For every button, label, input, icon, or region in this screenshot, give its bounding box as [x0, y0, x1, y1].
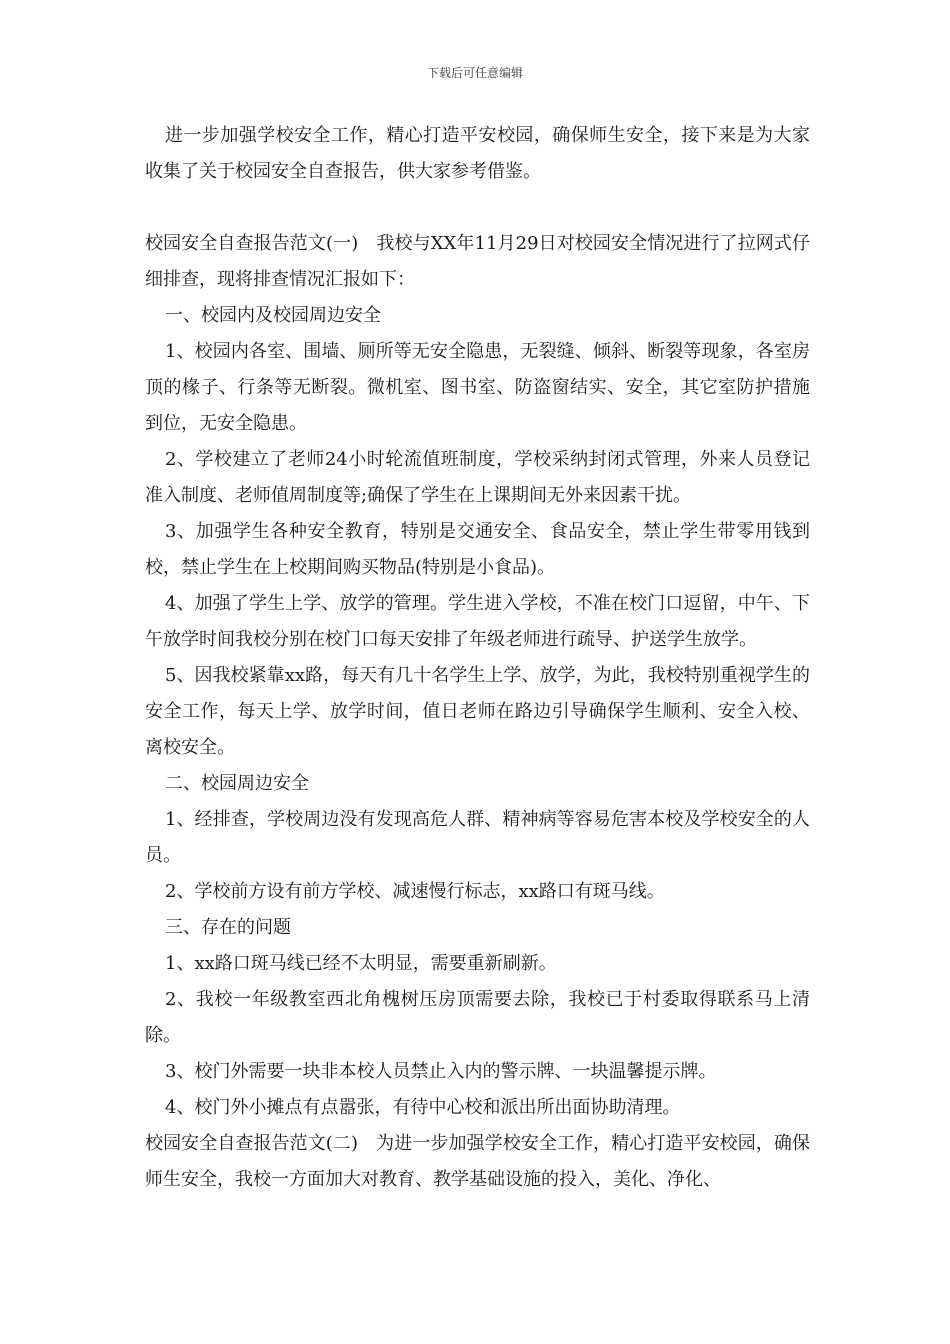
- item-paragraph: 4、校门外小摊点有点嚣张，有待中心校和派出所出面协助清理。: [165, 1097, 681, 1118]
- item-paragraph: 1、校园内各室、围墙、厕所等无安全隐患，无裂缝、倾斜、断裂等现象，各室房顶的椽子、行条等无断裂。微机室、图书室、防盗窗结实、安全，其它室防护措施到位，无安全隐患。: [145, 341, 810, 434]
- paragraph-gap: [145, 190, 810, 226]
- section-title-paragraph: 校园安全自查报告范文(一) 我校与XX年11月29日对校园安全情况进行了拉网式仔细排查，现将排查情况汇报如下：: [145, 233, 810, 290]
- page-header: 下载后可任意编辑: [426, 66, 523, 80]
- item-paragraph: 3、校门外需要一块非本校人员禁止入内的警示牌、一块温馨提示牌。: [165, 1061, 717, 1082]
- item-paragraph: 2、学校建立了老师24小时轮流值班制度，学校采纳封闭式管理，外来人员登记准入制度、老师值周制度等;确保了学生在上课期间无外来因素干扰。: [145, 449, 810, 506]
- item-paragraph: 2、我校一年级教室西北角槐树压房顶需要去除，我校已于村委取得联系马上清除。: [145, 989, 810, 1046]
- item-paragraph: 1、xx路口斑马线已经不太明显，需要重新刷新。: [165, 953, 557, 974]
- item-paragraph: 2、学校前方设有前方学校、减速慢行标志，xx路口有斑马线。: [165, 881, 665, 902]
- heading-one: 一、校园内及校园周边安全: [165, 305, 381, 326]
- heading-three: 三、存在的问题: [165, 917, 291, 938]
- item-paragraph: 1、经排查，学校周边没有发现高危人群、精神病等容易危害本校及学校安全的人员。: [145, 809, 810, 866]
- heading-two: 二、校园周边安全: [165, 773, 309, 794]
- item-paragraph: 4、加强了学生上学、放学的管理。学生进入学校，不准在校门口逗留，中午、下午放学时间我校分别在校门口每天安排了年级老师进行疏导、护送学生放学。: [145, 593, 810, 650]
- item-paragraph: 3、加强学生各种安全教育，特别是交通安全、食品安全，禁止学生带零用钱到校，禁止学生在上校期间购买物品(特别是小食品)。: [145, 521, 810, 578]
- section-title-paragraph: 校园安全自查报告范文(二) 为进一步加强学校安全工作，精心打造平安校园，确保师生安全，我校一方面加大对教育、教学基础设施的投入，美化、净化、: [145, 1133, 810, 1190]
- item-paragraph: 5、因我校紧靠xx路，每天有几十名学生上学、放学，为此，我校特别重视学生的安全工作，每天上学、放学时间，值日老师在路边引导确保学生顺利、安全入校、离校安全。: [145, 665, 810, 758]
- document-body: [145, 118, 810, 1198]
- intro-paragraph: 进一步加强学校安全工作，精心打造平安校园，确保师生安全，接下来是为大家收集了关于校园安全自查报告，供大家参考借鉴。: [145, 125, 810, 182]
